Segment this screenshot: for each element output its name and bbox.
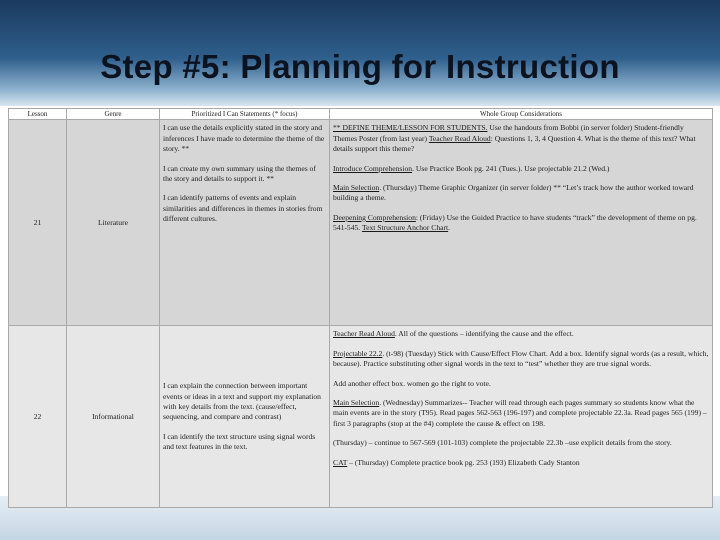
activity-text: Use the handouts from Bobbi (in server folder) Student-friendly Themes Poster (from last year) <box>333 123 684 143</box>
consideration-paragraph <box>333 329 709 339</box>
activity-text: . <box>448 223 451 233</box>
activity-heading: Deepening Comprehension <box>333 212 416 222</box>
table-row <box>9 326 713 508</box>
consideration-paragraph <box>333 398 709 429</box>
slide-title: Step #5: Planning for Instruction <box>100 48 620 85</box>
considerations-cell <box>330 120 713 326</box>
activity-heading: Main Selection <box>333 183 380 193</box>
table-header-row <box>9 109 713 120</box>
i-can-statement: I can explain the connection between important events or ideas in a text and support my explanation with key details from the text. (cause/effect, sequencing, and compare and contrast) <box>163 381 321 422</box>
consideration-paragraph <box>333 458 709 468</box>
lesson-plan-table <box>8 108 713 508</box>
i-can-statement: I can use the details explicitly stated in the story and inferences I have made to determine the theme of the story. ** <box>163 123 325 154</box>
i-can-statement: I can identify the text structure using signal words and text features in the text. <box>163 431 316 452</box>
header-lesson: Lesson <box>9 109 67 120</box>
table-row <box>9 120 713 326</box>
considerations-cell <box>330 326 713 508</box>
activity-heading: Main Selection <box>333 398 380 408</box>
consideration-paragraph <box>333 123 709 154</box>
activity-heading: Teacher Read Aloud <box>333 329 395 339</box>
activity-text: . (Wednesday) Summarizes-- Teacher will read through each pages summary so students know what the main events are in the story (T95). Read pages 562-563 (196-197) and complete projectable 22.3a. Read pages 565 (199) –first 3 paragraphs (stop at the #4) complete the cause & effect on 198. <box>333 398 707 428</box>
lesson-number: 22 <box>9 326 67 508</box>
header-prioritized-i-can: Prioritized I Can Statements (* focus) <box>160 109 330 120</box>
consideration-paragraph <box>333 349 709 370</box>
activity-heading: ** DEFINE THEME/LESSON FOR STUDENTS. <box>333 123 488 133</box>
activity-heading: CAT <box>333 457 348 467</box>
activity-text: (Thursday) – continue to 567-569 (101-103) complete the projectable 22.3b –use explicit details from the story. <box>333 438 672 448</box>
activity-heading: Teacher Read Aloud <box>428 133 491 143</box>
consideration-paragraph <box>333 213 709 234</box>
activity-heading: Projectable 22.2 <box>333 348 383 358</box>
i-can-statements-cell <box>160 326 330 508</box>
i-can-statement: I can create my own summary using the themes of the story and details to support it. ** <box>163 163 316 184</box>
i-can-statements-cell <box>160 120 330 326</box>
lesson-number: 21 <box>9 120 67 326</box>
activity-text: – (Thursday) Complete practice book pg. 253 (193) Elizabeth Cady Stanton <box>347 457 580 467</box>
consideration-paragraph <box>333 438 709 448</box>
i-can-statement: I can identify patterns of events and explain similarities and differences in themes in stories from different cultures. <box>163 193 323 224</box>
activity-text: . (Thursday) Theme Graphic Organizer (in server folder) ** “Let’s track how the author worked toward building a theme. <box>333 183 694 203</box>
activity-text: : Questions 1, 3, 4 Question 4. What is the theme of this text? What details support this theme? <box>333 133 696 154</box>
activity-heading: Introduce Comprehension <box>333 163 413 173</box>
consideration-paragraph <box>333 379 709 389</box>
genre-cell: Literature <box>67 120 160 326</box>
activity-heading: Text Structure Anchor Chart <box>361 223 449 233</box>
activity-text: . (t-98) (Tuesday) Stick with Cause/Effect Flow Chart. Add a box. Identify signal words (as a result, which, because). Practice substituting other signal words in the text to “test” whether they are true signal words. <box>333 348 709 369</box>
genre-cell: Informational <box>67 326 160 508</box>
activity-text: : (Friday) Use the Guided Practice to have students “track” the development of theme on pg. 541-545. <box>333 212 697 233</box>
activity-text: . All of the questions – identifying the cause and the effect. <box>394 329 574 339</box>
consideration-paragraph <box>333 183 709 204</box>
header-whole-group: Whole Group Considerations <box>330 109 713 120</box>
consideration-paragraph <box>333 164 709 174</box>
header-genre: Genre <box>67 109 160 120</box>
activity-text: Add another effect box. women go the right to vote. <box>333 378 491 388</box>
activity-text: . Use Practice Book pg. 241 (Tues.). Use projectable 21.2 (Wed.) <box>412 163 610 173</box>
